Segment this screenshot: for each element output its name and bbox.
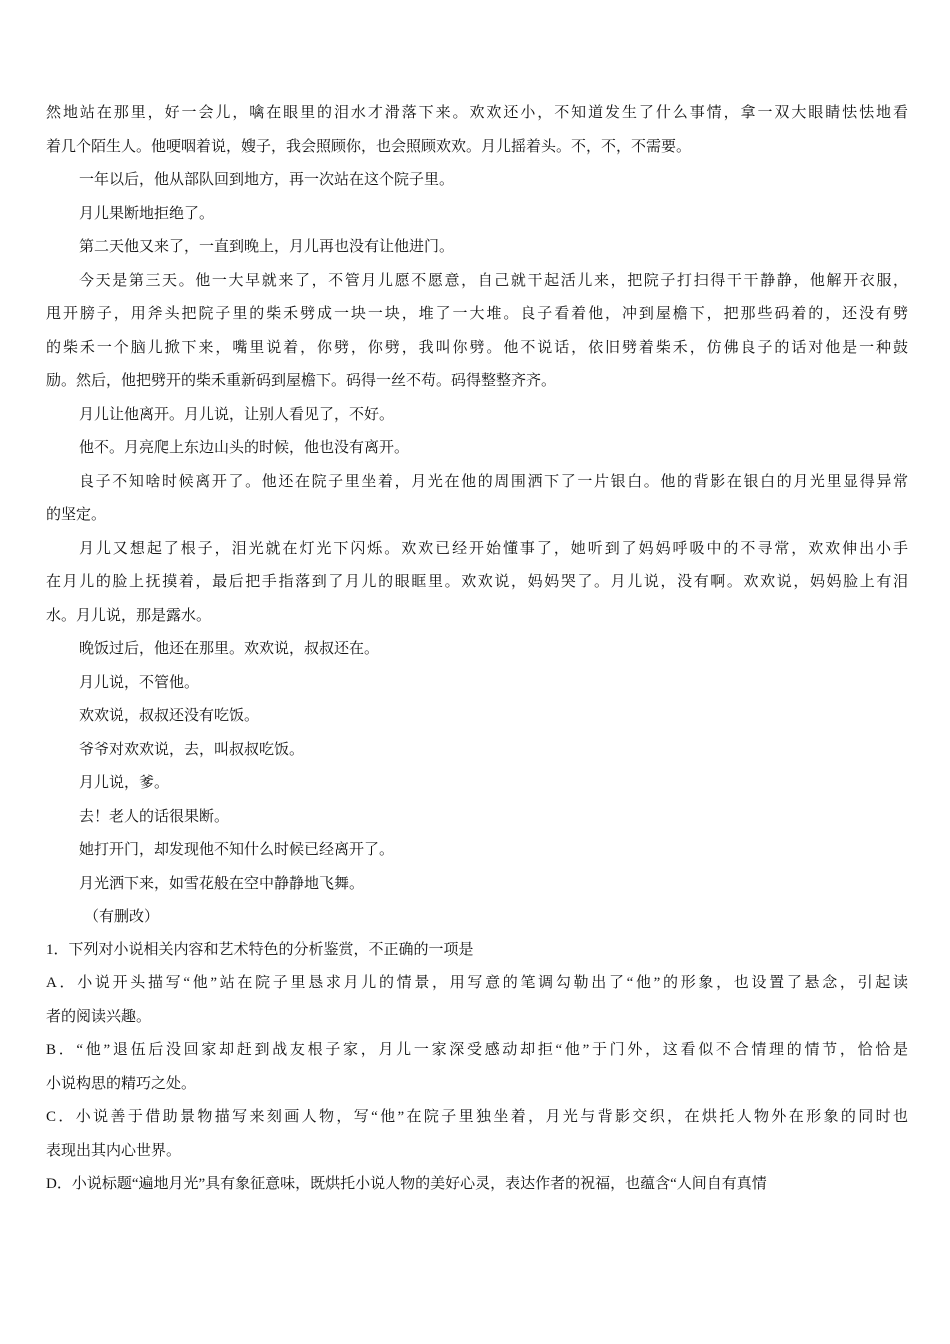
story-line: 月儿果断地拒绝了。 (79, 203, 215, 222)
option-d-line: D．小说标题“遍地月光”具有象征意味，既烘托小说人物的美好心灵，表达作者的祝福，也蕴含“人间自有真情 (46, 1176, 767, 1192)
story-line: 第二天他又来了，一直到晚上，月儿再也没有让他进门。 (79, 237, 455, 255)
story-line: 在月儿的脸上抚摸着，最后把手指落到了月儿的眼眶里。欢欢说，妈妈哭了。月儿说，没有啊。欢欢说，妈妈脸上有泪 (46, 572, 908, 590)
story-line: 良子不知啥时候离开了。他还在院子里坐着，月光在他的周围洒下了一片银白。他的背影在银白的月光里显得异常 (79, 471, 908, 490)
story-line: 水。月儿说，那是露水。 (46, 605, 212, 624)
story-line: 月儿说，爹。 (79, 773, 170, 791)
story-line: 他不。月亮爬上东边山头的时候，他也没有离开。 (79, 438, 410, 456)
option-b-line: B．“他”退伍后没回家却赶到战友根子家，月儿一家深受感动却拒“他”于门外，这看似不合情理的情节，恰恰是 (46, 1042, 908, 1058)
story-line: 爷爷对欢欢说，去，叫叔叔吃饭。 (79, 739, 305, 758)
story-line: 今天是第三天。他一大早就来了，不管月儿愿不愿意，自己就干起活儿来，把院子打扫得干干静静，他解开衣服， (79, 270, 908, 289)
story-line: 的柴禾一个脑儿掀下来，嘴里说着，你劈，你劈，我叫你劈。他不说话，依旧劈着柴禾，仿佛良子的话对他是一种鼓 (46, 337, 908, 356)
question-stem: 1．下列对小说相关内容和艺术特色的分析鉴赏，不正确的一项是 (46, 941, 474, 958)
story-line: 励。然后，他把劈开的柴禾重新码到屋檐下。码得一丝不苟。码得整整齐齐。 (46, 371, 557, 389)
story-line: 去！老人的话很果断。 (79, 806, 230, 825)
story-line: 月儿又想起了根子，泪光就在灯光下闪烁。欢欢已经开始懂事了，她听到了妈妈呼吸中的不寻常，欢欢伸出小手 (79, 538, 908, 557)
question-block (46, 934, 908, 1202)
story-line: 月儿说，不管他。 (79, 672, 200, 691)
story-line: 月儿让他离开。月儿说，让别人看见了，不好。 (79, 404, 395, 423)
story-text (46, 96, 908, 934)
story-line: 甩开膀子，用斧头把院子里的柴禾劈成一块一块，堆了一大堆。良子看着他，冲到屋檐下，把那些码着的，还没有劈 (46, 304, 908, 322)
story-line: 一年以后，他从部队回到地方，再一次站在这个院子里。 (79, 170, 455, 188)
story-line: 她打开门，却发现他不知什么时候已经离开了。 (79, 840, 395, 858)
option-a-line: 者的阅读兴趣。 (46, 1008, 152, 1025)
document-page (46, 96, 908, 1202)
story-line: 晚饭过后，他还在那里。欢欢说，叔叔还在。 (79, 639, 380, 657)
edit-note: （有删改） (84, 907, 160, 925)
story-line: 着几个陌生人。他哽咽着说，嫂子，我会照顾你，也会照顾欢欢。月儿摇着头。不，不，不需要。 (46, 136, 692, 155)
story-line: 的坚定。 (46, 505, 107, 523)
option-b-line: 小说构思的精巧之处。 (46, 1075, 197, 1092)
story-line: 欢欢说，叔叔还没有吃饭。 (79, 706, 260, 724)
story-line: 月光洒下来，如雪花般在空中静静地飞舞。 (79, 873, 365, 892)
story-line: 然地站在那里，好一会儿，噙在眼里的泪水才滑落下来。欢欢还小，不知道发生了什么事情，拿一双大眼睛怯怯地看 (46, 103, 908, 121)
option-a-line: A．小说开头描写“他”站在院子里恳求月儿的情景，用写意的笔调勾勒出了“他”的形象，也设置了悬念，引起读 (46, 975, 908, 991)
option-c-line: C．小说善于借助景物描写来刻画人物，写“他”在院子里独坐着，月光与背影交织，在烘托人物外在形象的同时也 (46, 1109, 908, 1125)
option-c-line: 表现出其内心世界。 (46, 1142, 182, 1159)
